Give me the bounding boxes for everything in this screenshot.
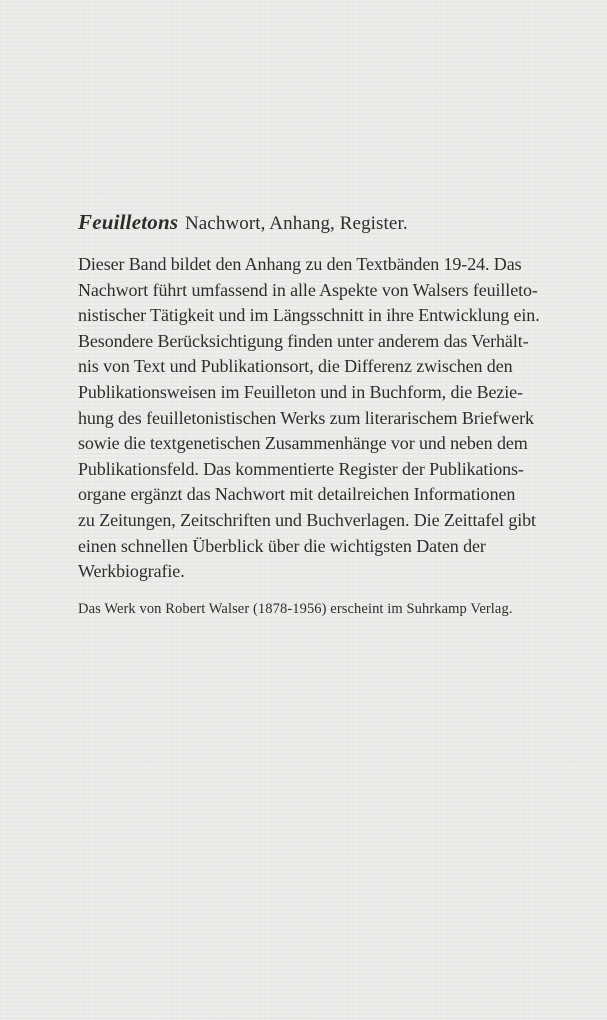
series-title	[78, 209, 558, 237]
paragraph-line: einen schnellen Überblick über die wichtigsten Daten der	[78, 535, 486, 556]
paragraph-line: Besondere Berücksichtigung finden unter anderem das Verhält-	[78, 330, 529, 351]
paragraph-line: sowie die textgenetischen Zusammenhänge vor und neben dem	[78, 433, 528, 454]
paragraph-line: organe ergänzt das Nachwort mit detailreichen Informationen	[78, 484, 516, 505]
paragraph-line: Publikationsfeld. Das kommentierte Register der Publikations-	[78, 458, 524, 479]
paragraph-line: Publikationsweisen im Feuilleton und in Buchform, die Bezie-	[78, 381, 523, 402]
paragraph-line: hung des feuilletonistischen Werks zum literarischem Briefwerk	[78, 407, 534, 428]
series-title-volume: Feuilletons	[78, 210, 179, 234]
paragraph-line: Werkbiografie.	[78, 561, 185, 582]
paragraph-line: Nachwort führt umfassend in alle Aspekte von Walsers feuilleto-	[78, 279, 538, 300]
paragraph-line: nis von Text und Publikationsort, die Differenz zwischen den	[78, 356, 513, 377]
blurb-block	[78, 209, 558, 619]
series-title-subtitle: Nachwort, Anhang, Register.	[184, 213, 408, 234]
imprint-line: Das Werk von Robert Walser (1878-1956) erscheint im Suhrkamp Verlag.	[78, 600, 513, 617]
description-paragraph	[78, 252, 558, 585]
paragraph-line: zu Zeitungen, Zeitschriften und Buchverlagen. Die Zeittafel gibt	[78, 509, 536, 530]
paragraph-line: nistischer Tätigkeit und im Längsschnitt in ihre Entwicklung ein.	[78, 305, 540, 326]
paragraph-line: Dieser Band bildet den Anhang zu den Textbänden 19-24. Das	[78, 254, 522, 274]
